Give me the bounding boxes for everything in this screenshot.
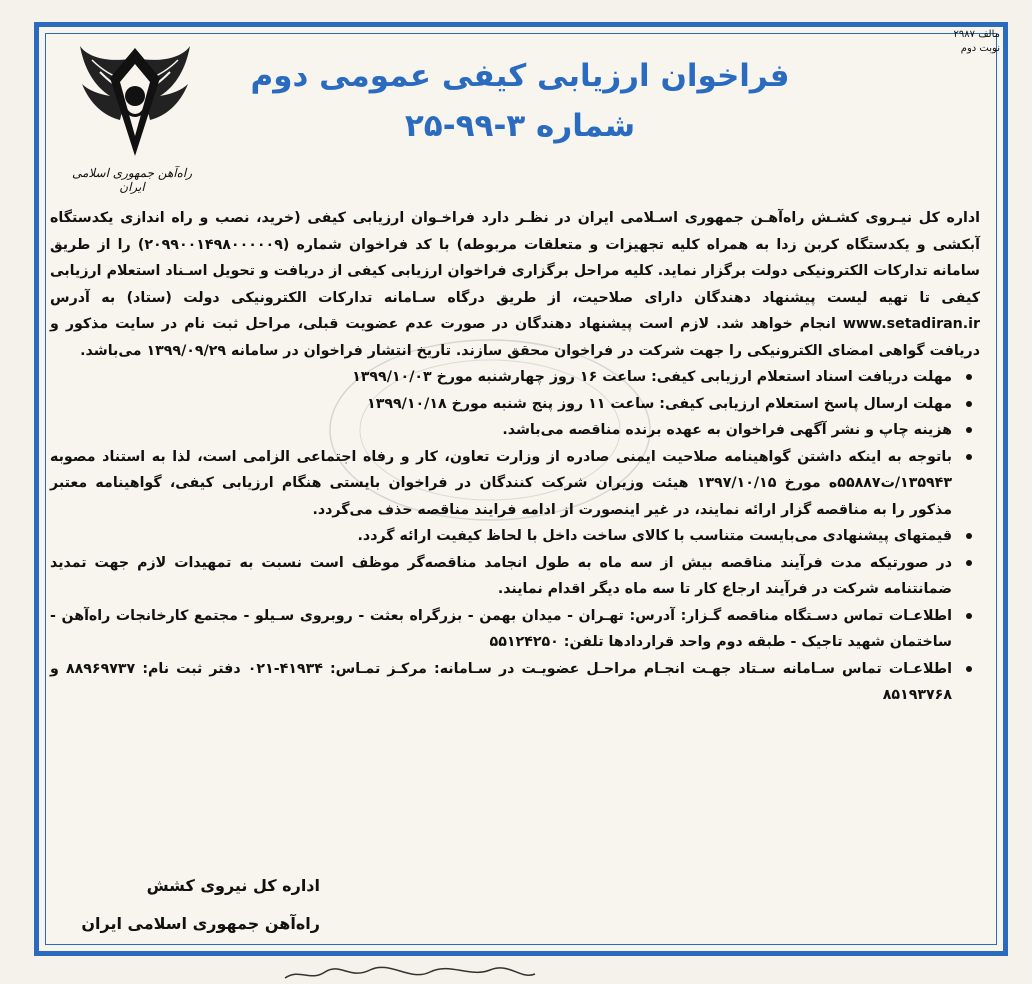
list-item: مهلت دریافت اسناد استعلام ارزیابی کیفی: ساعت ۱۶ روز چهارشنبه مورخ ۱۳۹۹/۱۰/۰۳ bbox=[50, 364, 980, 391]
announcement-number: شماره ۳-۹۹-۲۵ bbox=[404, 108, 636, 144]
logo-caption: راه‌آهن جمهوری اسلامی ایران bbox=[71, 166, 193, 194]
conditions-list bbox=[50, 364, 980, 709]
list-item: مهلت ارسال پاسخ استعلام ارزیابی کیفی: ساعت ۱۱ روز پنج شنبه مورخ ۱۳۹۹/۱۰/۱۸ bbox=[50, 391, 980, 418]
reference-round: نوبت دوم bbox=[960, 43, 1000, 54]
announcement-title: فراخوان ارزیابی کیفی عمومی دوم bbox=[250, 58, 790, 94]
handwritten-signature bbox=[280, 964, 540, 984]
list-item: در صورتیکه مدت فرآیند مناقصه بیش از سه ماه به طول انجامد مناقصه‌گر موظف است نسبت به تمهیدات لازم جهت تمدید ضمانتنامه شرکت در فرآیند ارجاع کار تا سه ماه دیگر اقدام نمایند. bbox=[50, 550, 980, 603]
intro-paragraph: اداره کل نیـروی کشـش راه‌آهـن جمهوری اسـلامی ایران در نظـر دارد فراخـوان ارزیابی کیفی (خرید، نصب و راه اندازی یکدستگاه آبکشی و یکدستگاه کربن زدا به همراه کلیه تجهیزات و متعلقات مربوطه) با کد فراخوان شماره (۲۰۹۹۰۰۱۴۹۸۰۰۰۰۰۹) را از طریق سامانه تدارکات الکترونیکی دولت برگزار نماید. کلیه مراحل برگزاری فراخوان ارزیابی کیفی از دریافت و تحویل اسـناد استعلام ارزیابی کیفی تا تهیه لیست پیشنهاد دهندگان دارای صلاحیت، از طریق درگاه سـامانه تدارکات الکترونیکی دولت (ستاد) به آدرس www.setadiran.ir انجام خواهد شد. لازم است پیشنهاد دهندگان در صورت عدم عضویت قبلی، مراحل ثبت نام در سایت مذکور و دریافت گواهی امضای الکترونیکی را جهت شرکت در فراخوان محقق سازند. تاریخ انتشار فراخوان در سامانه ۱۳۹۹/۰۹/۲۹ می‌باشد. bbox=[50, 210, 980, 359]
reference-block bbox=[920, 28, 1000, 56]
reference-number: مالف ۲۹۸۷ bbox=[953, 29, 1000, 40]
signature-organization: راه‌آهن جمهوری اسلامی ایران bbox=[81, 914, 320, 933]
list-item: هزینه چاپ و نشر آگهی فراخوان به عهده برنده مناقصه می‌باشد. bbox=[50, 417, 980, 444]
signature-department: اداره کل نیروی کشش bbox=[146, 876, 320, 895]
announcement-body bbox=[50, 205, 980, 709]
list-item: قیمتهای پیشنهادی می‌بایست متناسب با کالای ساخت داخل با لحاظ کیفیت ارائه گردد. bbox=[50, 523, 980, 550]
list-item: اطلاعـات تماس دسـتگاه مناقصه گـزار: آدرس: تهـران - میدان بهمن - بزرگراه بعثت - روبروی سـیلو - مجتمع کارخانجات راه‌آهن - ساختمان شهید تاجیک - طبقه دوم واحد قراردادها تلفن: ۵۵۱۲۴۲۵۰ bbox=[50, 603, 980, 656]
list-item: باتوجه به اینکه داشتن گواهینامه صلاحیت ایمنی صادره از وزارت تعاون، کار و رفاه اجتماعی الزامی است، لذا به استناد مصوبه ۱۳۵۹۴۳/ت۵۵۸۸۷ه مورخ ۱۳۹۷/۱۰/۱۵ هیئت وزیران شرکت کنندگان در فراخوان بایستی هنگام ارزیابی کیفی، گواهینامه معتبر مذکور را به مناقصه گزار ارائه نمایند، در غیر اینصورت از ادامه فرایند مناقصه حذف می‌گردد. bbox=[50, 444, 980, 524]
list-item: اطلاعـات تماس سـامانه سـتاد جهـت انجـام مراحـل عضویـت در سـامانه: مرکـز تمـاس: ۴۱۹۳۴-۰۲۱ دفتر ثبت نام: ۸۸۹۶۹۷۳۷ و ۸۵۱۹۳۷۶۸ bbox=[50, 656, 980, 709]
